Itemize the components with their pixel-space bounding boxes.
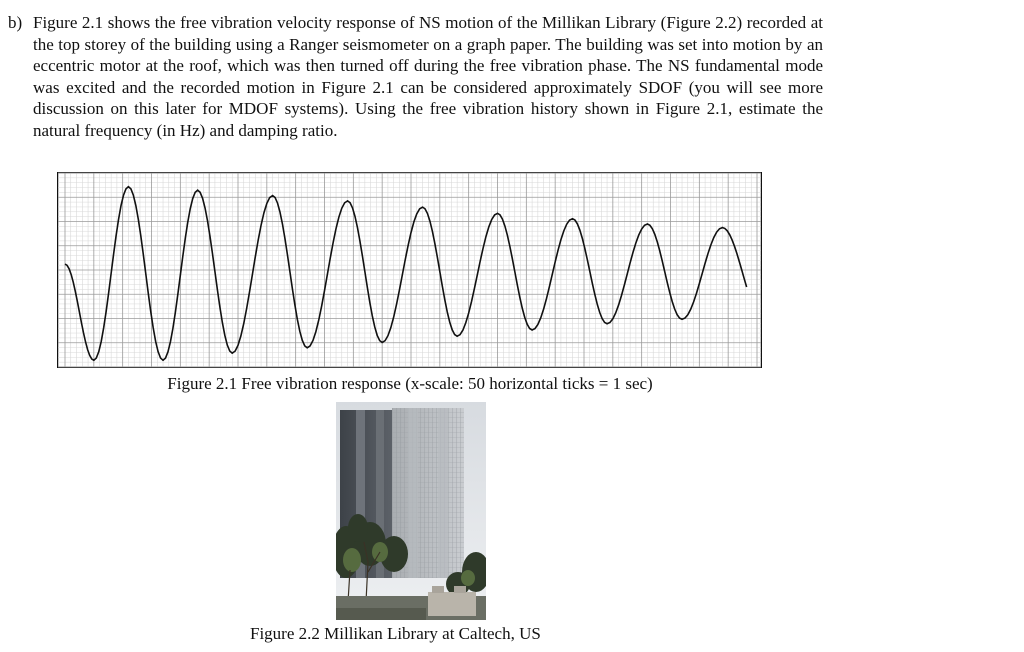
figure-2-1-caption: Figure 2.1 Free vibration response (x-scale: 50 horizontal ticks = 1 sec) — [167, 374, 653, 393]
figure-2-1-chart — [57, 172, 762, 368]
question-label: b) — [8, 13, 23, 32]
question-text: Figure 2.1 shows the free vibration velocity response of NS motion of the Millikan Library (Figure 2.2) recorded at the top storey of the building using a Ranger seismometer on a graph paper. The building was set into motion by an eccentric motor at the roof, which was then turned off during the free vibration phase. The NS fundamental mode was excited and the recorded motion in Figure 2.1 can be considered approximately SDOF (you will see more discussion on this later for MDOF systems). Using the free vibration history shown in Figure 2.1, estimate the natural frequency (in Hz) and damping ratio. — [33, 13, 823, 140]
millikan-library-photo — [336, 402, 486, 620]
figure-2-2-caption: Figure 2.2 Millikan Library at Caltech, US — [250, 624, 541, 643]
